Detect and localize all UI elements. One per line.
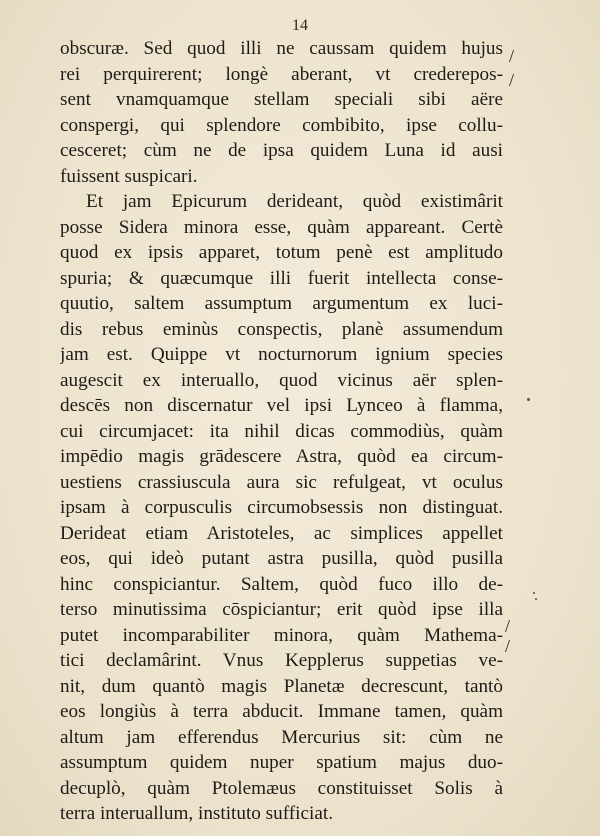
text-line: nit, dum quantò magis Planetæ decrescunt, tantò: [60, 675, 503, 697]
ink-speck: [527, 398, 530, 401]
text-line: cesceret; cùm ne de ipsa quidem Luna id ausi: [60, 140, 503, 161]
text-line: tici declamârint. Vnus Kepplerus suppetias ve-: [60, 650, 503, 671]
text-line: quod ex ipsis apparet, totum penè est amplitudo: [60, 242, 503, 263]
text-line: eos longiùs à terra abducit. Immane tamen, quàm: [60, 701, 503, 722]
text-line: rei perquirerent; longè aberant, vt crederepos-: [60, 63, 503, 85]
text-line: assumptum quidem nuper spatium majus duo-: [60, 752, 503, 773]
margin-mark: /: [509, 70, 515, 90]
text-line: posse Sidera minora esse, quàm appareant. Certè: [60, 216, 503, 238]
text-line: quutio, saltem assumptum argumentum ex luci-: [60, 293, 503, 314]
text-line: obscuræ. Sed quod illi ne caussam quidem hujus: [60, 38, 503, 59]
page-number: 14: [292, 17, 308, 34]
text-line: impēdio magis grādescere Astra, quòd ea circum-: [60, 446, 503, 467]
text-line: putet incomparabiliter minora, quàm Mathema-: [60, 624, 503, 646]
text-line: hinc conspiciantur. Saltem, quòd fuco illo de-: [60, 573, 503, 595]
text-line: spuria; & quæcumque illi fuerit intellecta conse-: [60, 267, 503, 289]
text-line: dis rebus eminùs conspectis, planè assumendum: [60, 318, 503, 340]
text-line: ipsam à corpusculis circumobsessis non distinguat.: [60, 497, 503, 518]
text-line: decuplò, quàm Ptolemæus constituisset Solis à: [60, 777, 503, 799]
margin-mark: /: [509, 46, 515, 66]
ink-speck: [535, 598, 537, 600]
text-line: uestiens crassiuscula aura sic refulgeat, vt oculus: [60, 471, 503, 493]
text-line: Derideat etiam Aristoteles, ac simplices appellet: [60, 522, 503, 544]
text-line: fuissent suspicari.: [60, 165, 198, 187]
ink-speck: [533, 592, 535, 594]
body-text: [60, 36, 503, 827]
text-line: eos, qui ideò putant astra pusilla, quòd pusilla: [60, 548, 503, 569]
text-line: terra interuallum, instituto sufficiat.: [60, 803, 334, 824]
text-line: sent vnamquamque stellam speciali sibi aëre: [60, 89, 503, 110]
margin-mark: /: [505, 636, 511, 656]
paragraph-start-line: Et jam Epicurum derideant, quòd existimârit: [86, 191, 503, 212]
text-line: cui circumjacet: ita nihil dicas commodiùs, quàm: [60, 420, 503, 442]
text-line: jam est. Quippe vt nocturnorum ignium species: [60, 344, 503, 365]
text-line: terso minutissima cōspiciantur; erit quòd ipse illa: [60, 599, 503, 620]
margin-mark: /: [505, 616, 511, 636]
text-line: descēs non discernatur vel ipsi Lynceo à flamma,: [60, 395, 503, 416]
text-line: altum jam efferendus Mercurius sit: cùm ne: [60, 726, 503, 748]
text-line: augescit ex interuallo, quod vicinus aër splen-: [60, 369, 503, 391]
text-line: conspergi, qui splendore combibito, ipse collu-: [60, 114, 503, 136]
